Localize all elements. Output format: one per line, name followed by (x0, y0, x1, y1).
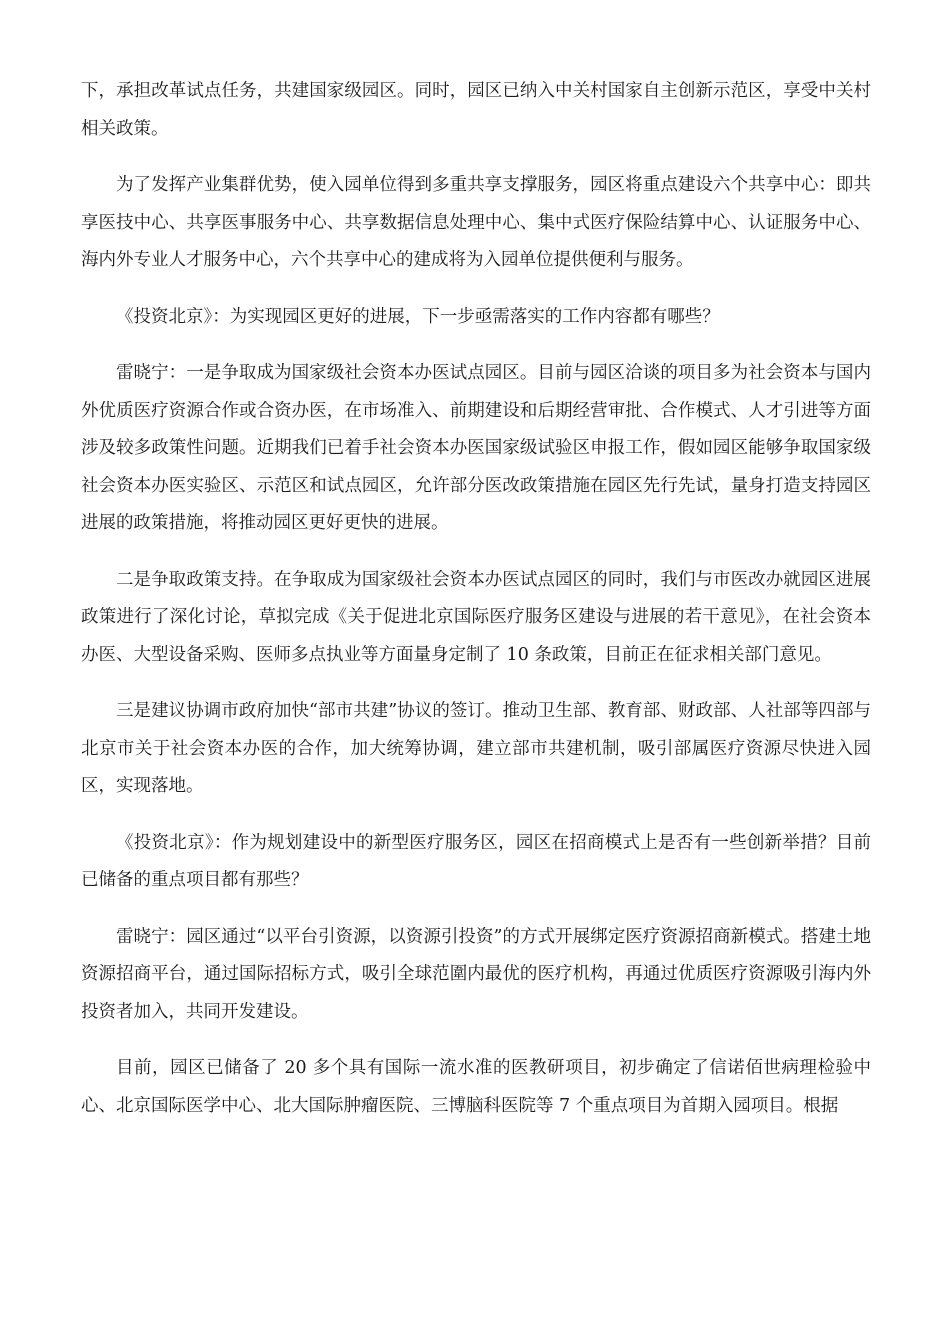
paragraph-shared-centers: 为了发挥产业集群优势，使入园单位得到多重共享支撑服务，园区将重点建设六个共享中心：即共享医技中心、共享医事服务中心、共享数据信息处理中心、集中式医疗保险结算中心、认证服务中心、海内外专业人才服务中心，六个共享中心的建成将为入园单位提供便利与服务。 (81, 175, 871, 270)
document-page (81, 73, 871, 1144)
paragraph-policy-support: 二是争取政策支持。在争取成为国家级社会资本办医试点园区的同时，我们与市医改办就园区进展政策进行了深化讨论，草拟完成《关于促进北京国际医疗服务区建设与进展的若干意见》，在社会资本办医、大型设备采购、医师多点执业等方面量身定制了 10 条政策，目前正在征求相关部门意见。 (81, 569, 871, 665)
paragraph-key-projects: 目前，园区已储备了 20 多个具有国际一流水准的医教研项目，初步确定了信诺佰世病理检验中心、北京国际医学中心、北大国际肿瘤医院、三博脑科医院等 7 个重点项目为首期入园项目。根据 (81, 1058, 871, 1116)
paragraph-answer-investment-model: 雷晓宁：园区通过“以平台引资源，以资源引投资”的方式开展绑定医疗资源招商新模式。搭建土地资源招商平台，通过国际招标方式，吸引全球范圍内最优的医疗机构，再通过优质医疗资源吸引海内外投资者加入，共同开发建设。 (81, 926, 871, 1022)
paragraph-continuation: 下，承担改革试点任务，共建国家级园区。同时，园区已纳入中关村国家自主创新示范区，享受中关村相关政策。 (81, 81, 871, 139)
paragraph-question-next-steps: 《投资北京》：为实现园区更好的进展，下一步亟需落实的工作内容都有哪些？ (116, 306, 720, 327)
paragraph-ministry-cooperation: 三是建议协调市政府加快“部市共建”协议的签订。推动卫生部、教育部、财政部、人社部等四部与北京市关于社会资本办医的合作，加大统筹协调，建立部市共建机制，吸引部属医疗资源尽快进入园区，实现落地。 (81, 701, 871, 796)
paragraph-answer-pilot-zone: 雷晓宁：一是争取成为国家级社会资本办医试点园区。目前与园区洽谈的项目多为社会资本与国内外优质医疗资源合作或合资办医，在市场准入、前期建设和后期经营审批、合作模式、人才引进等方面涉及较多政策性问题。近期我们已着手社会资本办医国家级试验区申报工作，假如园区能够争取国家级社会资本办医实验区、示范区和试点园区，允许部分医改政策措施在园区先行先试，量身打造支持园区进展的政策措施，将推动园区更好更快的进展。 (81, 363, 871, 533)
paragraph-question-investment-model: 《投资北京》：作为规划建设中的新型医疗服务区，园区在招商模式上是否有一些创新举措？目前已储备的重点项目都有那些？ (81, 832, 871, 890)
